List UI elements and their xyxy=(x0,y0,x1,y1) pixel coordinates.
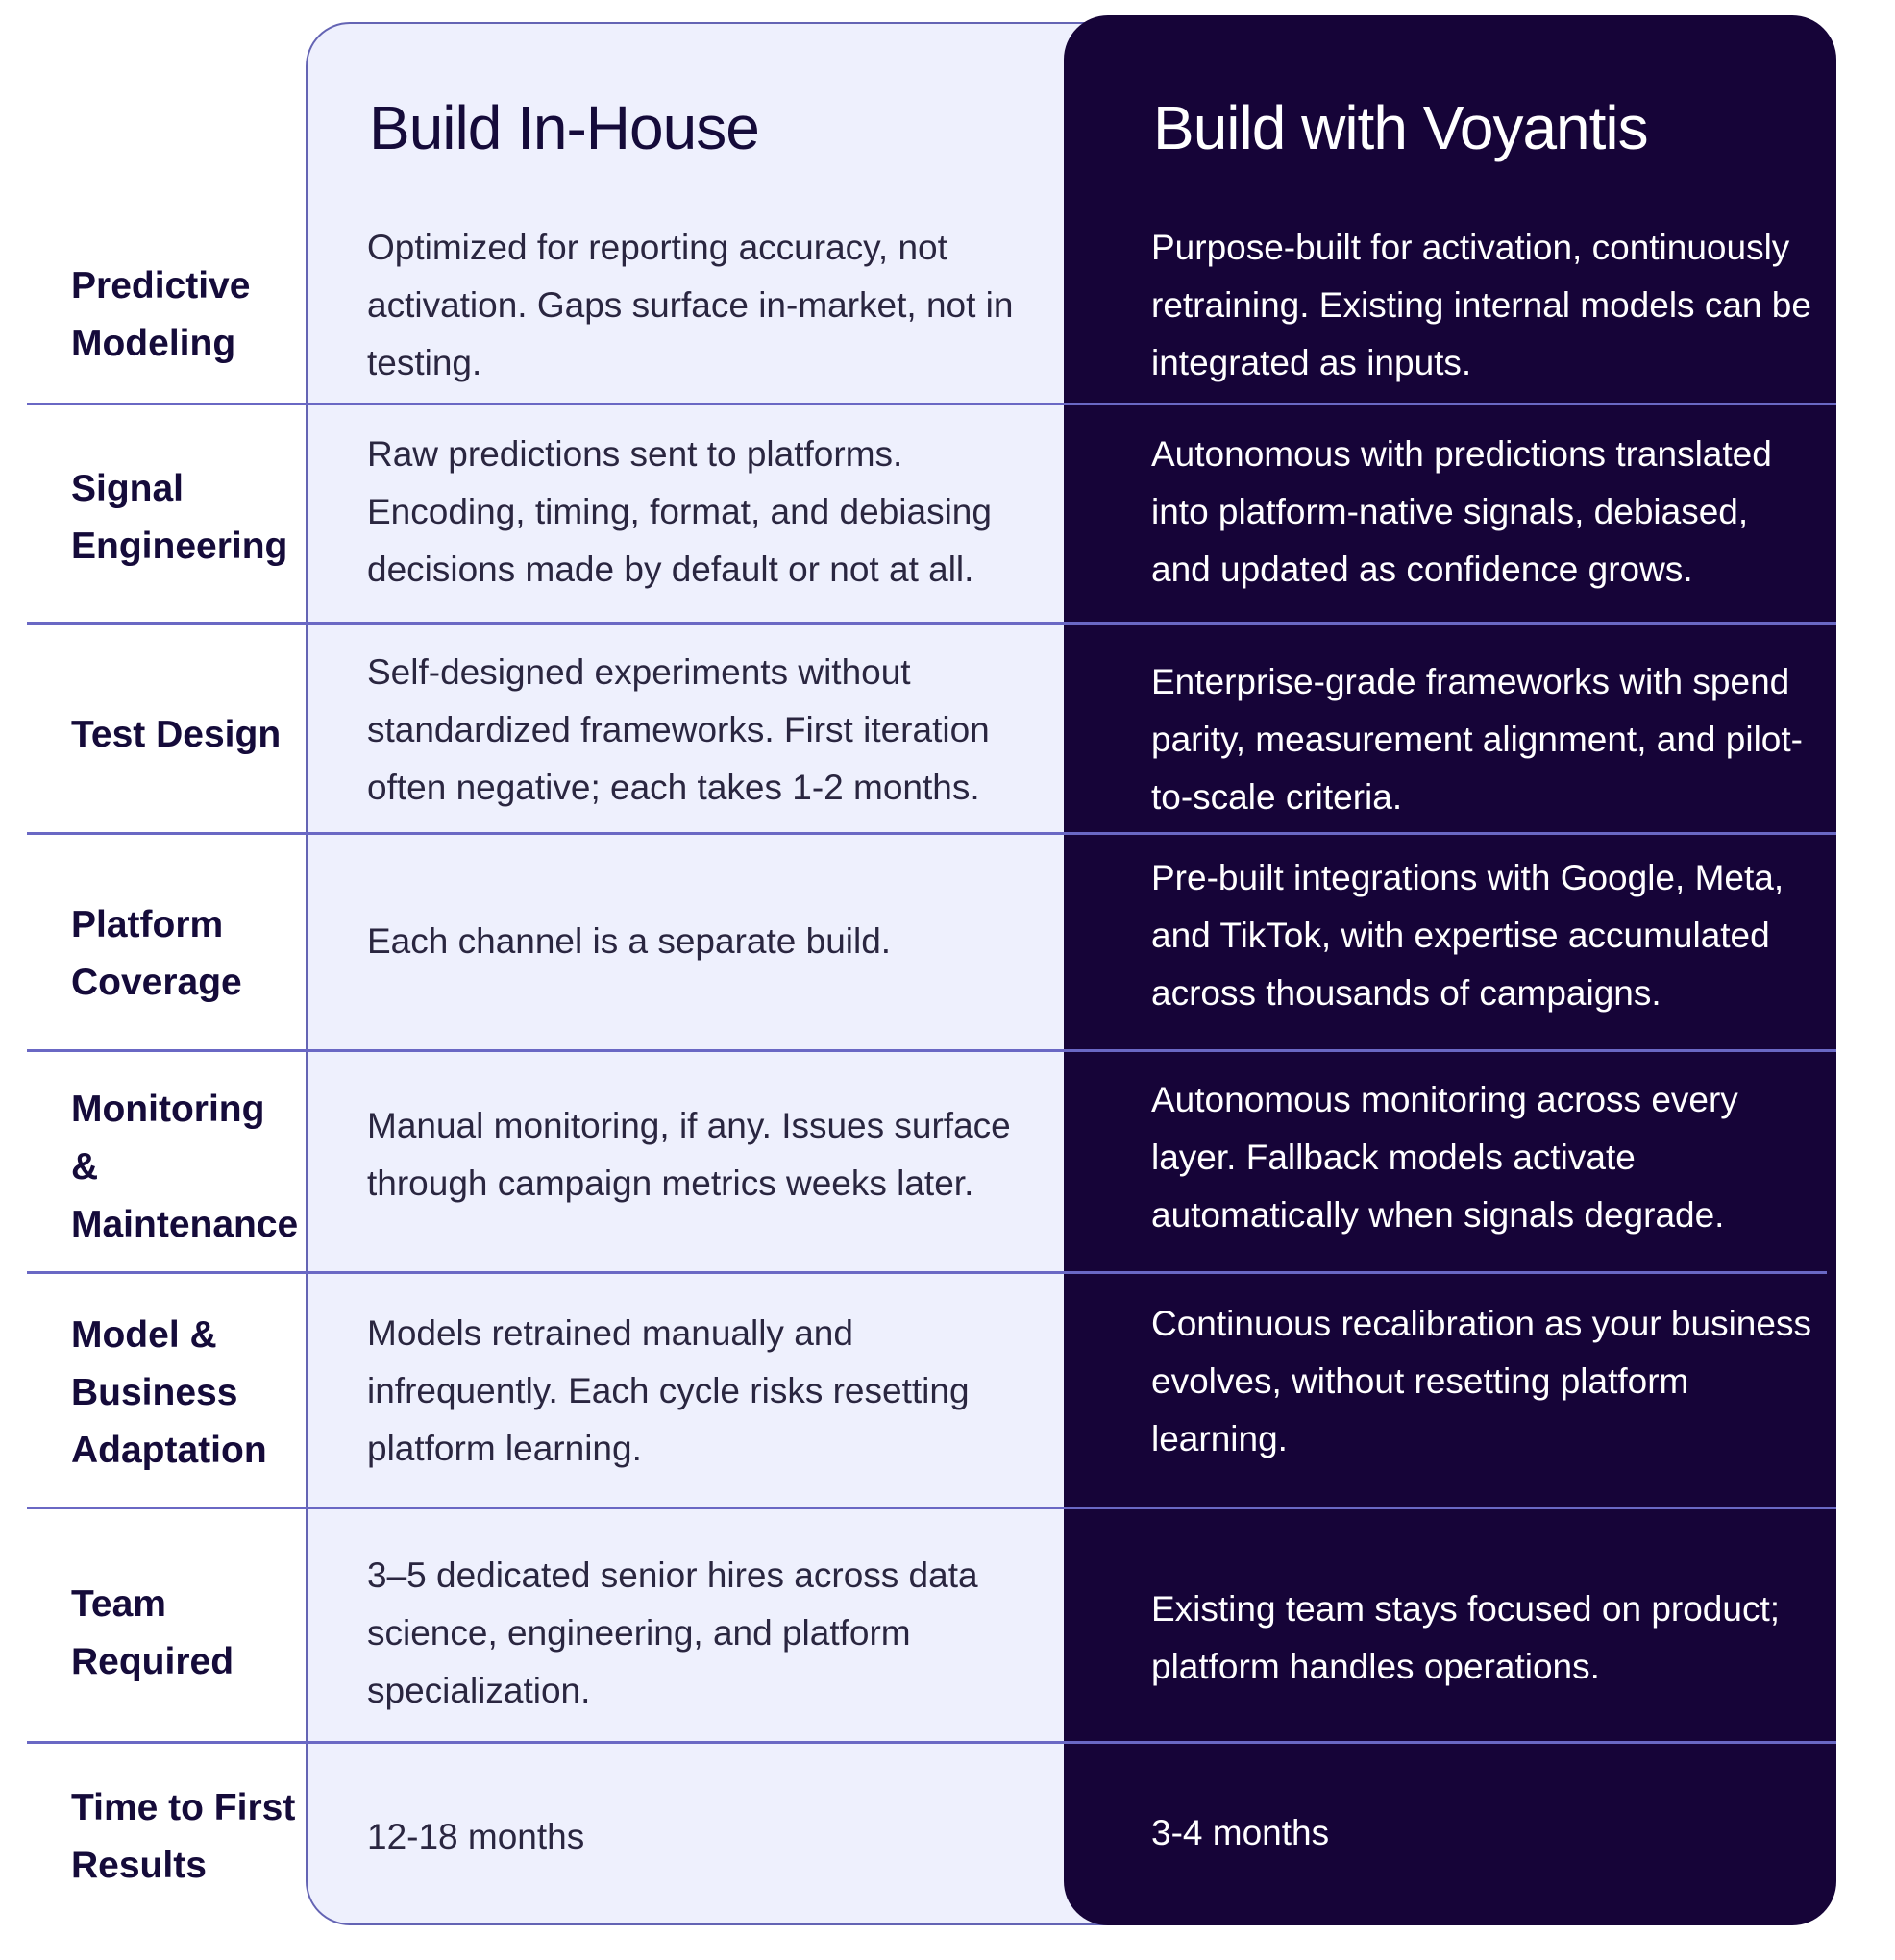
row-divider xyxy=(27,622,1836,625)
voyantis-cell-test-design: Enterprise-grade frameworks with spend parity, measurement alignment, and pilot-to-scale criteria. xyxy=(1151,662,1803,817)
row-label-model-business-adaptation: Model & Business Adaptation xyxy=(71,1314,267,1471)
voyantis-cell-monitoring-maintenance: Autonomous monitoring across every layer. Fallback models activate automatically when signals degrade. xyxy=(1151,1080,1738,1235)
voyantis-cell-signal-engineering: Autonomous with predictions translated into platform-native signals, debiased, and updated as confidence grows. xyxy=(1151,434,1772,589)
row-divider xyxy=(27,1507,1836,1509)
row-label-monitoring-maintenance: Monitoring & Maintenance xyxy=(71,1089,299,1245)
in-house-cell-time-to-first-results: 12-18 months xyxy=(367,1817,585,1856)
in-house-cell-team-required: 3–5 dedicated senior hires across data science, engineering, and platform specialization. xyxy=(367,1556,978,1710)
in-house-cell-platform-coverage: Each channel is a separate build. xyxy=(367,921,892,961)
voyantis-cell-team-required: Existing team stays focused on product; platform handles operations. xyxy=(1151,1589,1781,1686)
voyantis-cell-time-to-first-results: 3-4 months xyxy=(1151,1813,1330,1852)
in-house-cell-test-design: Self-designed experiments without standardized frameworks. First iteration often negative; each takes 1-2 months. xyxy=(367,652,990,807)
voyantis-cell-predictive-modeling: Purpose-built for activation, continuously retraining. Existing internal models can be integrated as inputs. xyxy=(1151,228,1811,382)
row-label-predictive-modeling: Predictive Modeling xyxy=(71,265,251,364)
in-house-cell-model-business-adaptation: Models retrained manually and infrequently. Each cycle risks resetting platform learning. xyxy=(367,1313,970,1468)
row-label-team-required: Team Required xyxy=(71,1583,234,1682)
row-divider xyxy=(27,832,1836,835)
voyantis-column-header: Build with Voyantis xyxy=(1153,93,1648,162)
in-house-cell-signal-engineering: Raw predictions sent to platforms. Encoding, timing, format, and debiasing decisions made by default or not at all. xyxy=(367,434,992,589)
in-house-cell-monitoring-maintenance: Manual monitoring, if any. Issues surface through campaign metrics weeks later. xyxy=(367,1106,1011,1203)
row-label-time-to-first-results: Time to First Results xyxy=(71,1787,296,1886)
row-divider xyxy=(27,403,1836,405)
row-divider xyxy=(27,1271,1827,1274)
in-house-column-header: Build In-House xyxy=(369,93,759,162)
row-divider xyxy=(27,1741,1836,1744)
voyantis-cell-platform-coverage: Pre-built integrations with Google, Meta, and TikTok, with expertise accumulated across thousands of campaigns. xyxy=(1151,858,1784,1013)
row-label-platform-coverage: Platform Coverage xyxy=(71,904,242,1003)
row-label-signal-engineering: Signal Engineering xyxy=(71,468,288,567)
voyantis-cell-model-business-adaptation: Continuous recalibration as your business evolves, without resetting platform learning. xyxy=(1151,1304,1811,1458)
row-label-test-design: Test Design xyxy=(71,714,282,755)
row-divider xyxy=(27,1049,1836,1052)
in-house-cell-predictive-modeling: Optimized for reporting accuracy, not activation. Gaps surface in-market, not in testing. xyxy=(367,228,1014,382)
